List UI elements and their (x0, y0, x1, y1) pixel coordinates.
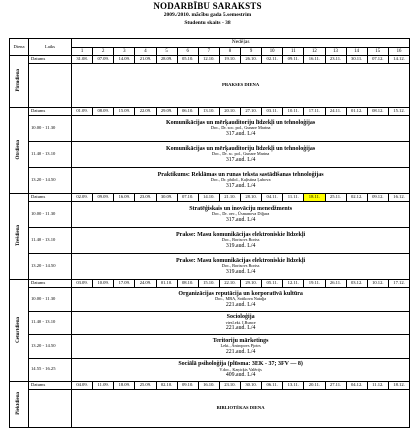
week-number: 15 (367, 48, 388, 56)
date-cell: 01.10. (156, 280, 177, 288)
date-cell: 31.08. (72, 56, 93, 64)
date-cell: 30.10. (241, 382, 262, 390)
week-number: 7 (198, 48, 219, 56)
date-cell: 18.09. (114, 382, 135, 390)
lecture-title: Sociālā psiholoģija (plūsma: 3EK - 37; 3FV — 8) (178, 361, 303, 368)
date-cell: 08.10. (177, 280, 198, 288)
lecture-title: Komunikācijas un mērķauditoriju līdzekļi un tehnoloģijas (166, 146, 316, 153)
date-cell: 07.12. (367, 56, 388, 64)
lecture-cell (72, 335, 410, 359)
date-cell: 02.12. (346, 194, 367, 202)
date-cell: 07.10. (177, 194, 198, 202)
lecture-room: 221.aud. L/4 (225, 348, 256, 355)
date-cell: 23.11. (325, 56, 346, 64)
dates-label: Datums (29, 56, 72, 64)
time-cell-empty (29, 390, 72, 428)
dates-label: Datums (29, 382, 72, 390)
date-cell: 17.11. (304, 108, 325, 116)
date-cell: 14.12. (388, 56, 409, 64)
time-slot: 10.00 - 11.30 (29, 288, 72, 312)
date-cell: 09.12. (367, 194, 388, 202)
lecture-teacher: Doc., Dr. philol., Kaļistina Ļubova (210, 177, 271, 183)
week-number: 1 (72, 48, 93, 56)
week-number: 3 (114, 48, 135, 56)
lecture-cell (72, 142, 410, 168)
lecture-cell (72, 116, 410, 142)
lecture-title: Prakse: Masu komunikācijas elektroniskie līdzekļi (175, 232, 306, 239)
week-number: 10 (262, 48, 283, 56)
date-cell: 10.09. (93, 280, 114, 288)
dates-label: Datums (29, 280, 72, 288)
date-cell: 29.10. (241, 280, 262, 288)
date-cell: 10.12. (367, 280, 388, 288)
date-cell: 01.12. (346, 108, 367, 116)
lecture-title: Stratēģiskais un inovāciju menedžments (189, 206, 293, 213)
date-cell: 04.09. (72, 382, 93, 390)
time-slot: 10.00 - 11.30 (29, 202, 72, 228)
special-day: BIBLIOTĒKAS DIENA (72, 390, 410, 428)
page-title: NODARBĪBU SARAKSTS (153, 1, 262, 11)
date-cell: 03.09. (72, 280, 93, 288)
lecture-teacher: Doc., Dr. soc. pol., Gunare Marina (210, 125, 271, 131)
day-label (10, 382, 29, 428)
week-number: 5 (156, 48, 177, 56)
time-slot: 11.40 - 13.10 (29, 142, 72, 168)
date-cell: 12.10. (198, 56, 219, 64)
lecture-title: Organizācijas reputācija un korporatīvā kultūra (178, 290, 303, 297)
date-cell: 16.10. (198, 382, 219, 390)
date-cell: 23.09. (135, 194, 156, 202)
day-name: Otrdiena (16, 139, 22, 160)
lecture-room: 317.aud. L/4 (225, 216, 256, 223)
time-slot: 13.20 - 14.50 (29, 335, 72, 359)
date-cell: 01.09. (72, 108, 93, 116)
col-header-time: Laiks (29, 39, 72, 56)
lecture-room: 221.aud. L/4 (225, 301, 256, 308)
date-cell: 08.12. (367, 108, 388, 116)
date-cell: 11.09. (93, 382, 114, 390)
date-cell: 09.11. (283, 56, 304, 64)
day-name: Ceturtdiena (16, 316, 22, 343)
date-cell: 25.09. (135, 382, 156, 390)
time-slot: 10.00 - 11.30 (29, 116, 72, 142)
date-cell: 19.10. (219, 56, 240, 64)
date-cell: 13.11. (283, 382, 304, 390)
day-label (10, 56, 29, 108)
lecture-teacher: Doc., Dr. oec., Ūsmanova Diļjara (211, 211, 270, 217)
lecture-cell (72, 311, 410, 335)
date-cell: 06.10. (177, 108, 198, 116)
lecture-cell (72, 254, 410, 280)
lecture-teacher: Lekt., Antropovs Pjotrs (220, 343, 261, 349)
schedule-table (9, 38, 410, 428)
col-header-day: Diena (10, 39, 29, 56)
date-cell: 24.11. (325, 108, 346, 116)
dates-label: Datums (29, 108, 72, 116)
week-number: 2 (93, 48, 114, 56)
semester-subtitle: 2009./2010. mācību gada 5.semestrim (163, 12, 252, 18)
time-slot: 14.55 - 16.25 (29, 358, 72, 382)
date-cell: 28.09. (156, 56, 177, 64)
lecture-teacher: viesl.ekt. I.Runce (225, 319, 256, 325)
lecture-room: 317.aud. L/4 (225, 156, 256, 163)
date-cell: 02.10. (156, 382, 177, 390)
date-cell: 30.09. (156, 194, 177, 202)
date-cell: 09.10. (177, 382, 198, 390)
lecture-room: 319.aud. L/4 (225, 242, 256, 249)
lecture-title: Prakse: Masu komunikācijas elektroniskie līdzekļi (175, 258, 306, 265)
date-cell: 02.09. (72, 194, 93, 202)
date-cell: 12.11. (283, 280, 304, 288)
date-cell: 18.11. (304, 194, 325, 202)
date-cell: 20.10. (219, 108, 240, 116)
time-cell-empty (29, 64, 72, 108)
week-number: 4 (135, 48, 156, 56)
date-cell: 14.09. (114, 56, 135, 64)
lecture-cell (72, 358, 410, 382)
lecture-title: Teritoriju mārketings (212, 337, 269, 344)
date-cell: 02.11. (262, 56, 283, 64)
date-cell: 07.09. (93, 56, 114, 64)
date-cell: 26.11. (325, 280, 346, 288)
lecture-teacher: Doc., Borisovs Boriss (221, 263, 260, 269)
week-number: 16 (388, 48, 409, 56)
week-number: 13 (325, 48, 346, 56)
day-label (10, 280, 29, 382)
date-cell: 05.10. (177, 56, 198, 64)
date-cell: 05.11. (262, 280, 283, 288)
lecture-title: Socioloģija (226, 314, 255, 321)
lecture-teacher: Doc., Borisovs Boriss (221, 237, 260, 243)
date-cell: 22.10. (219, 280, 240, 288)
dates-label: Datums (29, 194, 72, 202)
date-cell: 24.09. (135, 280, 156, 288)
date-cell: 15.10. (198, 280, 219, 288)
time-slot: 11.40 - 13.10 (29, 228, 72, 254)
date-cell: 17.12. (388, 280, 409, 288)
lecture-teacher: Doc., Dr. sc. pol., Gunare Marina (211, 151, 270, 157)
student-count: Studentu skaits - 38 (184, 20, 231, 26)
lecture-cell (72, 202, 410, 228)
date-cell: 13.10. (198, 108, 219, 116)
date-cell: 23.10. (219, 382, 240, 390)
date-cell: 22.09. (135, 108, 156, 116)
date-cell: 04.11. (262, 194, 283, 202)
day-label (10, 194, 29, 280)
date-cell: 11.12. (367, 382, 388, 390)
week-number: 8 (219, 48, 240, 56)
time-slot: 13.20 - 14.50 (29, 254, 72, 280)
day-name: Pirmdiena (16, 69, 22, 92)
week-number: 6 (177, 48, 198, 56)
date-cell: 16.11. (304, 56, 325, 64)
lecture-teacher: V.doc., Kaņickis Valērijs (219, 366, 262, 372)
lecture-room: 319.aud. L/4 (225, 268, 256, 275)
date-cell: 19.11. (304, 280, 325, 288)
date-cell: 27.11. (325, 382, 346, 390)
date-cell: 17.09. (114, 280, 135, 288)
week-number: 11 (283, 48, 304, 56)
week-number: 12 (304, 48, 325, 56)
lecture-teacher: Doc., MBA, Sotikova Nataļja (215, 296, 267, 302)
lecture-cell (72, 168, 410, 194)
date-cell: 21.09. (135, 56, 156, 64)
date-cell: 21.10. (219, 194, 240, 202)
date-cell: 15.12. (388, 108, 409, 116)
date-cell: 15.09. (114, 108, 135, 116)
lecture-room: 409.aud. L/4 (225, 372, 256, 379)
date-cell: 16.09. (114, 194, 135, 202)
day-label (10, 108, 29, 194)
date-cell: 03.12. (346, 280, 367, 288)
lecture-room: 317.aud. L/4 (225, 130, 256, 137)
date-cell: 25.11. (325, 194, 346, 202)
day-name: Trešdiena (16, 225, 22, 247)
weeks-header: Nedēļas (72, 39, 410, 48)
date-cell: 20.11. (304, 382, 325, 390)
lecture-cell (72, 288, 410, 312)
lecture-room: 317.aud. L/4 (225, 182, 256, 189)
date-cell: 26.10. (241, 56, 262, 64)
date-cell: 14.10. (198, 194, 219, 202)
time-slot: 11.40 - 13.10 (29, 311, 72, 335)
lecture-cell (72, 228, 410, 254)
date-cell: 16.12. (388, 194, 409, 202)
special-day: PRAKSES DIENA (72, 64, 410, 108)
date-cell: 29.09. (156, 108, 177, 116)
date-cell: 10.11. (283, 108, 304, 116)
lecture-title: Praktikums: Reklāmas un runas teksta sastādīšanas tehnoloģijas (157, 172, 324, 179)
date-cell: 08.09. (93, 108, 114, 116)
date-cell: 27.10. (241, 108, 262, 116)
day-name: Piektdiena (16, 392, 22, 415)
date-cell: 28.10. (241, 194, 262, 202)
date-cell: 04.12. (346, 382, 367, 390)
date-cell: 30.11. (346, 56, 367, 64)
date-cell: 06.11. (262, 382, 283, 390)
date-cell: 11.11. (283, 194, 304, 202)
date-cell: 18.12. (388, 382, 409, 390)
lecture-room: 221.aud. L/4 (225, 325, 256, 332)
date-cell: 03.11. (262, 108, 283, 116)
week-number: 14 (346, 48, 367, 56)
time-slot: 13.20 - 14.50 (29, 168, 72, 194)
week-number: 9 (241, 48, 262, 56)
lecture-title: Komunikācijas un mērķauditoriju līdzekļi un tehnoloģijas (166, 120, 316, 127)
date-cell: 09.09. (93, 194, 114, 202)
